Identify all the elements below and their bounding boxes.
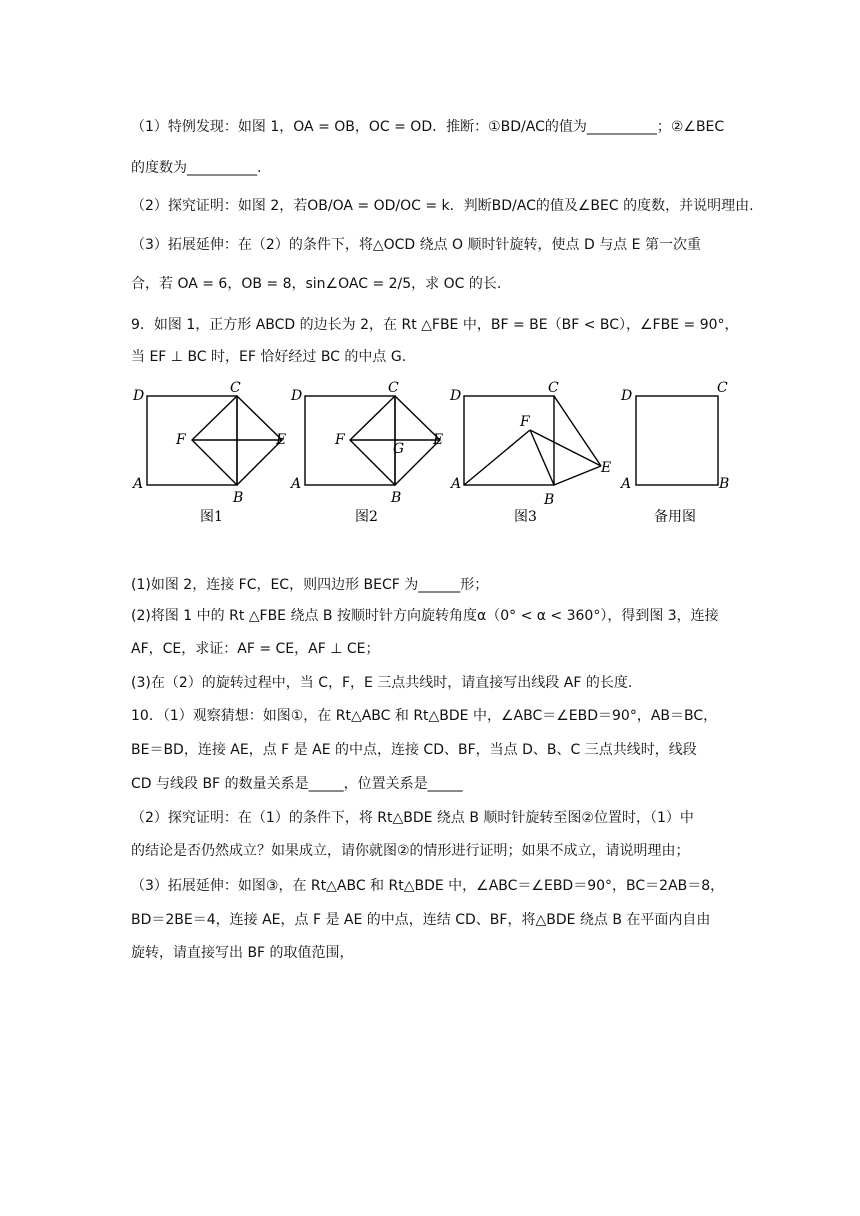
fig3-label-D: D [450,388,462,404]
p9-q2-line1: (2)将图 1 中的 Rt △FBE 绕点 B 按顺时针方向旋转角度α（0° < α < 360°），得到图 3，连接 [131,608,719,624]
fig3-square [464,396,554,485]
fig2-label-D: D [291,388,303,404]
p9-q1: (1)如图 2，连接 FC，EC，则四边形 BECF 为______形； [131,577,489,593]
p8-part1-line2: 的度数为__________. [131,160,262,176]
fig3-label-E: E [601,460,612,476]
p10-line4: （2）探究证明：在（1）的条件下，将 Rt△BDE 绕点 B 顺时针旋转至图②位置时，（1）中 [131,810,694,826]
p10-line3: CD 与线段 BF 的数量关系是_____，位置关系是_____ [131,776,463,792]
p10-line1: 10．（1）观察猜想：如图①，在 Rt△ABC 和 Rt△BDE 中，∠ABC＝∠EBD＝90°，AB＝BC， [131,708,718,724]
fig4-label-A: A [621,476,632,492]
fig2-label-E: E [433,432,444,448]
fig2-caption: 图2 [355,509,378,525]
fig4-label-C: C [717,380,728,396]
fig3-label-B: B [544,492,555,508]
p8-part2-line1: （2）探究证明：如图 2，若OB/OA = OD/OC = k．判断BD/AC的值及∠BEC 的度数，并说明理由. [131,198,754,214]
fig3-label-F: F [520,414,530,430]
fig2-label-G: G [393,441,405,457]
fig4-label-D: D [621,388,633,404]
fig2-label-B: B [391,490,402,506]
fig1-label-E: E [276,432,287,448]
fig2-label-A: A [291,476,302,492]
fig1-label-A: A [133,476,144,492]
fig1-label-D: D [133,388,145,404]
fig1-label-B: B [233,490,244,506]
fig2-label-F: F [335,432,345,448]
fig3-label-C: C [548,380,559,396]
fig3-ce-segment [554,396,601,466]
fig1-label-F: F [176,432,186,448]
fig1-caption: 图1 [200,509,223,525]
fig3-caption: 图3 [514,509,537,525]
fig3-fe-segment [530,430,601,466]
p8-part3-line1: （3）拓展延伸：在（2）的条件下，将△OCD 绕点 O 顺时针旋转，使点 D 与点 E 第一次重 [131,237,701,253]
p9-q3: (3)在（2）的旋转过程中，当 C，F，E 三点共线时，请直接写出线段 AF 的长度. [131,675,633,691]
fig3-be-segment [554,466,601,485]
fig3-af-segment [464,430,530,485]
p9-q2-line2: AF，CE，求证：AF = CE，AF ⊥ CE； [131,641,380,657]
p8-part1-line1: （1）特例发现：如图 1，OA = OB，OC = OD．推断：①BD/AC的值为__________；②∠BEC [131,119,725,135]
geometry-figures [125,378,740,528]
p10-line7: BD＝2BE＝4，连接 AE，点 F 是 AE 的中点，连结 CD、BF，将△BDE 绕点 B 在平面内自由 [131,912,711,928]
p10-line2: BE＝BD，连接 AE，点 F 是 AE 的中点，连接 CD、BF，当点 D、B、C 三点共线时，线段 [131,742,697,758]
fig1-label-C: C [230,380,241,396]
p8-part3-line2: 合，若 OA = 6，OB = 8，sin∠OAC = 2/5，求 OC 的长. [131,276,502,292]
p10-line5: 的结论是否仍然成立？如果成立，请你就图②的情形进行证明；如果不成立，请说明理由； [131,843,690,859]
p10-line6: （3）拓展延伸：如图③，在 Rt△ABC 和 Rt△BDE 中，∠ABC＝∠EBD＝90°，BC＝2AB＝8， [131,878,725,894]
fig2-label-C: C [388,380,399,396]
p10-line8: 旋转，请直接写出 BF 的取值范围， [131,945,354,961]
fig3-label-A: A [451,476,462,492]
figures-svg [125,378,740,528]
fig4-square [636,396,718,485]
fig3-fb-segment [530,430,554,485]
p9-stem-line1: 9．如图 1，正方形 ABCD 的边长为 2，在 Rt △FBE 中，BF = BE（BF < BC），∠FBE = 90°， [131,317,739,333]
fig4-label-B: B [719,476,730,492]
p9-stem-line2: 当 EF ⊥ BC 时，EF 恰好经过 BC 的中点 G. [131,349,407,365]
fig4-caption: 备用图 [654,509,696,525]
